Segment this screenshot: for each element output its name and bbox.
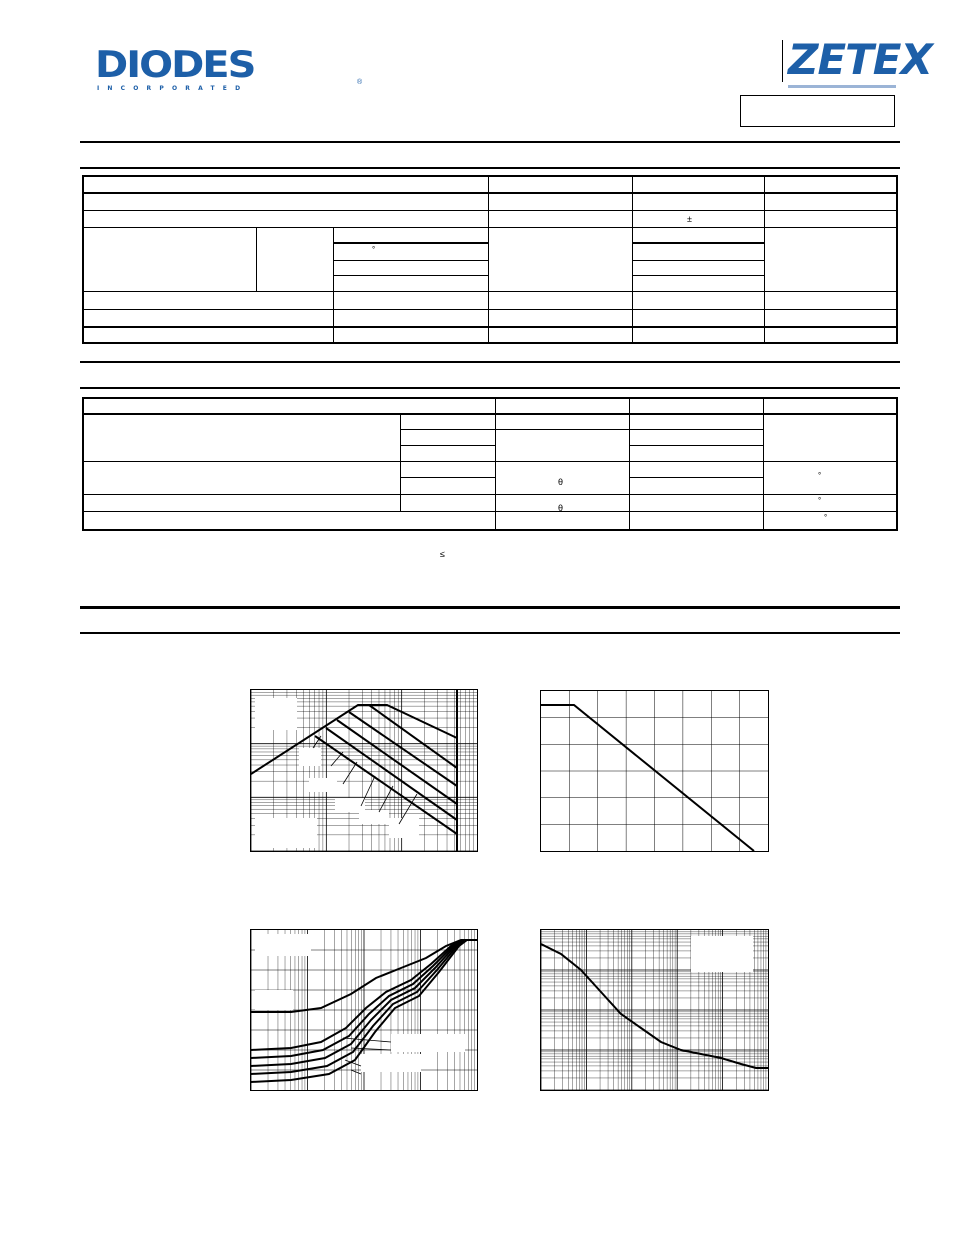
registered-mark: ® xyxy=(357,79,363,86)
label-box xyxy=(335,798,365,812)
leader-line xyxy=(351,1048,391,1050)
leader-line xyxy=(331,752,343,766)
theta-symbol: θ xyxy=(558,477,564,487)
section-rule-2 xyxy=(80,167,900,169)
label-box xyxy=(255,818,317,848)
section-rule-3 xyxy=(80,361,900,363)
thermal-table xyxy=(82,397,898,531)
label-box xyxy=(361,1054,421,1072)
section-rule-6 xyxy=(80,632,900,634)
label-box xyxy=(309,778,337,792)
section-rule-4 xyxy=(80,387,900,389)
chart-pulse-power xyxy=(540,929,769,1091)
label-box xyxy=(255,990,293,1010)
zetex-logo-subline xyxy=(788,84,896,89)
part-number-box xyxy=(740,95,895,127)
degree-symbol: ° xyxy=(818,496,822,505)
diodes-logo-tagline: INCORPORATED xyxy=(97,85,249,92)
derating-line xyxy=(541,705,754,851)
legend-box xyxy=(691,936,753,972)
note-le-symbol: ≤ xyxy=(440,549,445,559)
soa-pulse-curve xyxy=(369,705,457,768)
chart-safe-operating-area xyxy=(250,689,478,852)
legend-box xyxy=(255,934,311,956)
degree-symbol: ° xyxy=(824,513,828,522)
leader-line xyxy=(361,776,375,806)
zetex-divider xyxy=(782,40,783,82)
soa-plot xyxy=(251,690,477,851)
max-ratings-table xyxy=(82,175,898,344)
label-box xyxy=(299,748,321,766)
chart-transient-thermal xyxy=(250,929,478,1091)
derating-plot xyxy=(541,691,768,851)
transient-thermal-plot xyxy=(251,930,477,1090)
leader-line xyxy=(343,1038,391,1042)
label-box xyxy=(391,1034,465,1052)
leader-line xyxy=(351,1070,361,1074)
label-box xyxy=(359,810,389,824)
pulse-power-plot xyxy=(541,930,768,1090)
degree-symbol: ° xyxy=(372,245,376,254)
leader-line xyxy=(343,762,357,784)
zetex-logo: ZETEX xyxy=(788,35,932,84)
section-rule-1 xyxy=(80,141,900,143)
theta-symbol: θ xyxy=(558,503,564,513)
legend-box xyxy=(255,698,297,730)
degree-symbol: ° xyxy=(818,471,822,480)
plus-minus-symbol: ± xyxy=(687,214,692,224)
diodes-logo xyxy=(95,44,363,95)
leader-line xyxy=(379,786,393,812)
diodes-logo-wordmark: DIODES xyxy=(95,44,255,87)
section-rule-5 xyxy=(80,606,900,609)
label-box xyxy=(389,818,419,838)
chart-derating-curve xyxy=(540,690,769,852)
